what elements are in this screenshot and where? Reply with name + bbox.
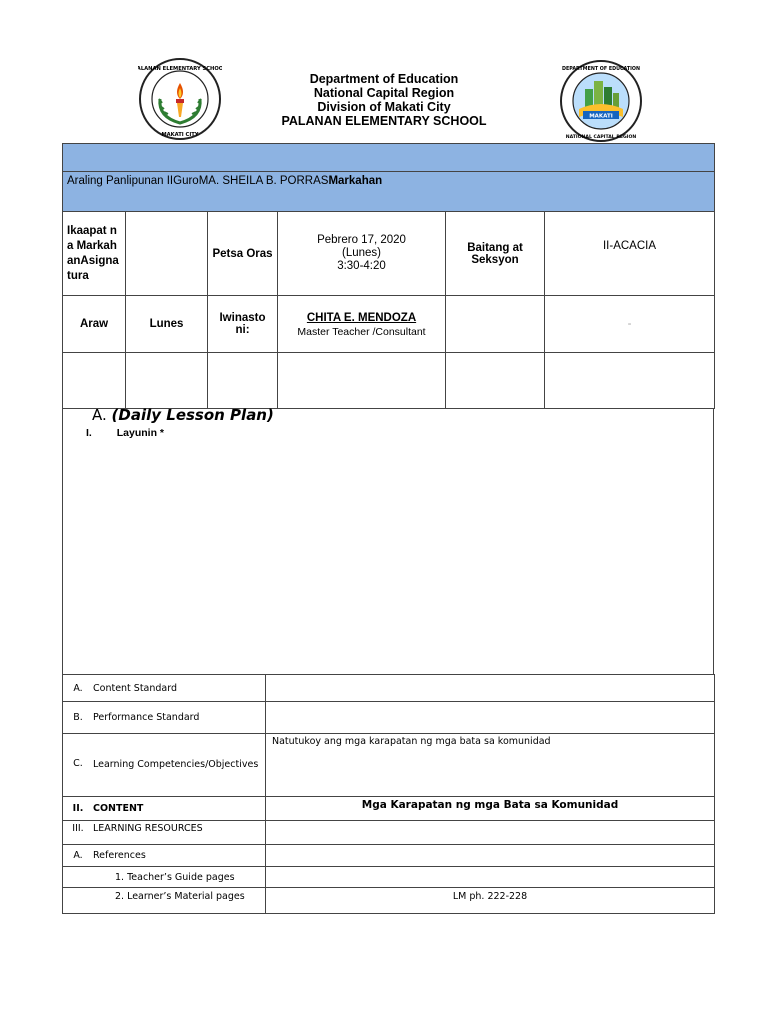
info-row-3 xyxy=(63,353,715,409)
row-value: LM ph. 222-228 xyxy=(266,888,715,914)
row-value: Natutukoy ang mga karapatan ng mga bata sa komunidad xyxy=(266,734,715,797)
objectives-frame xyxy=(62,408,714,674)
right-seal-bottom-text: NATIONAL CAPITAL REGION xyxy=(565,135,637,140)
left-seal-bottom-text: MAKATI CITY xyxy=(161,132,199,138)
quarter-subject-cell: Ikaapat na MarkahanAsignatura xyxy=(63,212,126,296)
date-text: Pebrero 17, 2020 xyxy=(317,234,406,246)
table-row xyxy=(63,867,715,888)
day-label: Araw xyxy=(63,296,126,353)
time-text: 3:30-4:20 xyxy=(337,260,386,272)
blue-header-row xyxy=(63,144,715,172)
date-time-cell xyxy=(278,212,446,296)
row-label: 1. Teacher’s Guide pages xyxy=(115,871,235,883)
header-line-2: National Capital Region xyxy=(313,86,455,100)
lesson-plan-table xyxy=(62,674,714,914)
header-line-3: Division of Makati City xyxy=(317,100,451,114)
row-label: 2. Learner’s Material pages xyxy=(115,891,245,902)
document-header xyxy=(0,72,768,128)
row-value xyxy=(266,675,715,702)
dlp-letter: A. xyxy=(92,406,107,424)
row-value: Mga Karapatan ng mga Bata sa Komunidad xyxy=(266,797,715,821)
table-row xyxy=(63,675,715,702)
header-line-1: Department of Education xyxy=(309,72,459,86)
row-value xyxy=(266,845,715,867)
dlp-title: (Daily Lesson Plan) xyxy=(111,406,274,424)
row-value xyxy=(266,702,715,734)
info-row-2 xyxy=(63,296,715,353)
row-label: CONTENT xyxy=(93,803,144,814)
header-line-4: PALANAN ELEMENTARY SCHOOL xyxy=(281,114,487,128)
row-label: LEARNING RESOURCES xyxy=(93,823,203,834)
dash-cell: - xyxy=(545,296,715,353)
table-row xyxy=(63,734,715,797)
section-number: I. xyxy=(86,427,92,439)
row-number: B. xyxy=(73,712,83,723)
row-label: Performance Standard xyxy=(93,712,200,723)
row-value xyxy=(266,821,715,845)
table-row xyxy=(63,702,715,734)
table-row xyxy=(63,845,715,867)
date-time-label: Petsa Oras xyxy=(208,212,278,296)
table-row xyxy=(63,821,715,845)
subject-text: Araling Panlipunan II xyxy=(67,175,174,187)
row-label: Learning Competencies/Objectives xyxy=(93,759,259,770)
row-number: II. xyxy=(72,803,84,814)
grade-section-label: Baitang at Seksyon xyxy=(446,212,545,296)
checker-name: CHITA E. MENDOZA xyxy=(306,312,417,324)
table-row xyxy=(63,888,715,914)
row-number: C. xyxy=(73,758,83,769)
row-label: References xyxy=(93,850,146,861)
row-number: A. xyxy=(73,682,83,694)
info-row-1 xyxy=(63,212,715,296)
right-seal-top-text: DEPARTMENT OF EDUCATION xyxy=(562,67,640,72)
table-row xyxy=(63,797,715,821)
row-value xyxy=(266,867,715,888)
subject-row xyxy=(63,172,715,212)
checked-by-label: Iwinasto ni: xyxy=(208,296,278,353)
left-seal-top-text: PALANAN ELEMENTARY SCHOOL xyxy=(138,66,222,72)
day-text: (Lunes) xyxy=(342,247,381,259)
row-number: A. xyxy=(73,850,83,861)
daily-lesson-plan-heading xyxy=(92,406,274,424)
row-number: III. xyxy=(72,823,84,834)
objectives-heading xyxy=(86,427,164,439)
day-value: Lunes xyxy=(126,296,208,353)
checker-title: Master Teacher /Consultant xyxy=(297,326,426,338)
grade-section-value: II-ACACIA xyxy=(545,212,715,296)
row-label: Content Standard xyxy=(93,682,178,694)
guro-label: Guro xyxy=(173,175,199,187)
lesson-info-table xyxy=(62,143,714,408)
checked-by-cell xyxy=(278,296,446,353)
section-label: Layunin * xyxy=(116,427,165,439)
empty-cell xyxy=(126,212,208,296)
markahan-label: Markahan xyxy=(328,175,383,187)
right-seal-banner-text: MAKATI xyxy=(589,113,613,120)
teacher-name: MA. SHEILA B. PORRAS xyxy=(198,175,329,187)
